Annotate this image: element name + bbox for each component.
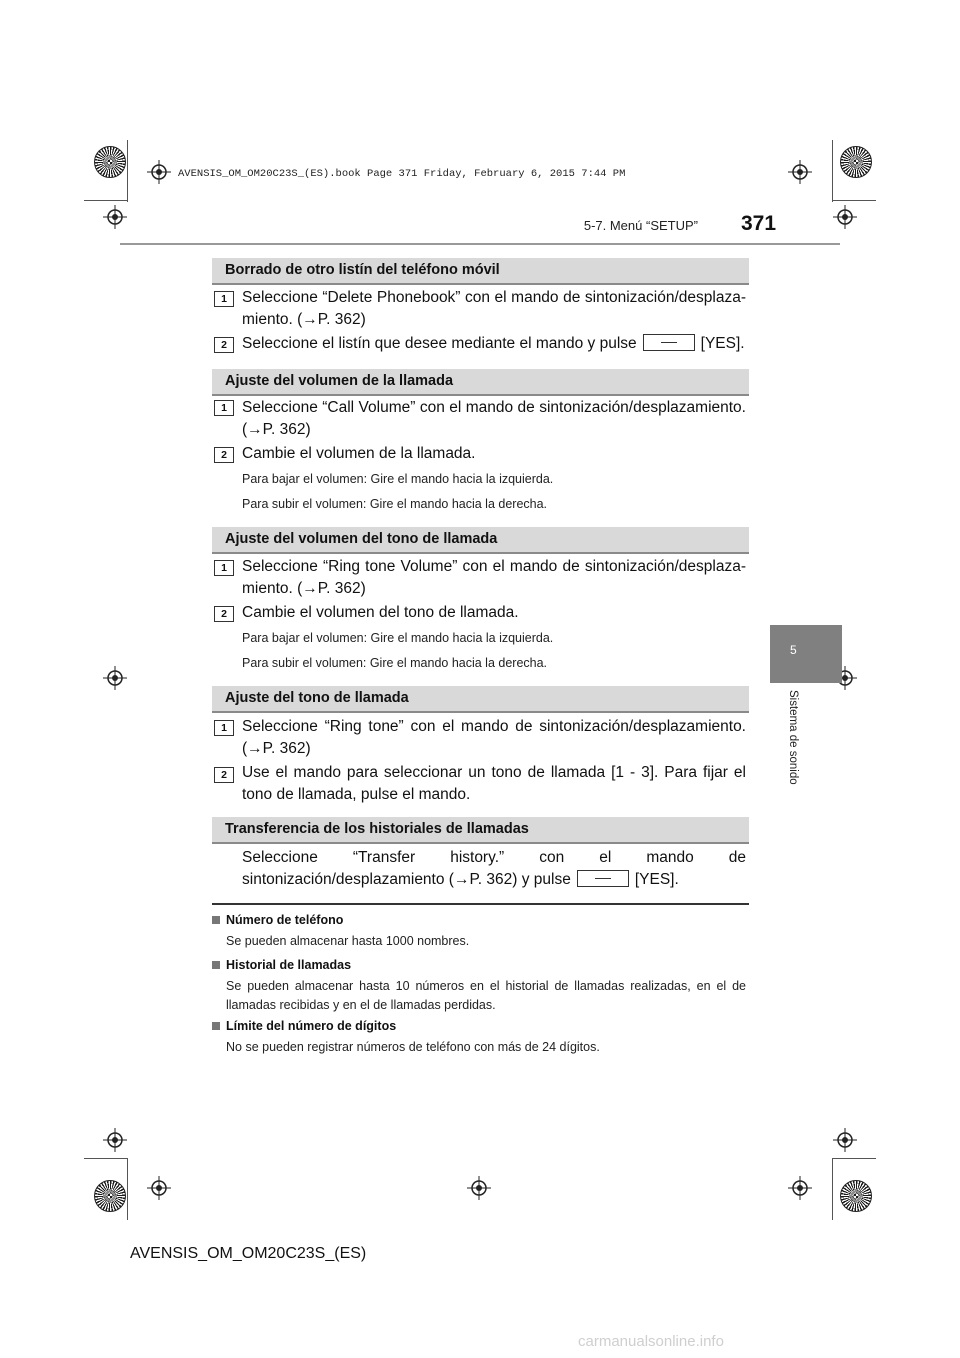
step-text: Cambie el volumen de la llamada. (242, 445, 476, 462)
info-title: Límite del número de dígitos (212, 1019, 396, 1033)
yes-key-icon (643, 334, 695, 351)
footer-code: AVENSIS_OM_OM20C23S_(ES) (130, 1245, 367, 1262)
registration-mark-icon (103, 1128, 127, 1152)
info-body: Se pueden almacenar hasta 10 números en el historial de llamadas realizadas, en el de llamadas recibidas y en el de llamadas perdidas. (226, 979, 746, 1012)
section-heading: Ajuste del volumen de la llamada (212, 369, 749, 396)
section-body (242, 847, 746, 891)
registration-mark-icon (833, 1128, 857, 1152)
section-body-part: Seleccione “Transfer history.” con el mando de sintonización/desplazamiento (→P. 362) y pulse (242, 849, 746, 888)
step-note: Para bajar el volumen: Gire el mando hacia la izquierda. (242, 472, 554, 486)
step-number: 1 (214, 560, 234, 576)
section-label: 5-7. Menú “SETUP” (583, 218, 698, 233)
step-text: Seleccione “Ring tone” con el mando de sintonización/desplazamiento. (→P. 362) (242, 718, 746, 757)
step-text: Seleccione “Delete Phonebook” con el mando de sintonización/desplaza-miento. (→P. 362) (242, 289, 746, 328)
section-body-part: [YES]. (634, 871, 679, 888)
section-heading: Ajuste del volumen del tono de llamada (212, 527, 749, 554)
registration-mark-icon (147, 1176, 171, 1200)
step-note: Para bajar el volumen: Gire el mando hacia la izquierda. (242, 631, 554, 645)
registration-mark-icon (147, 160, 171, 184)
color-target-icon (94, 146, 126, 178)
registration-mark-icon (833, 205, 857, 229)
step-number: 2 (214, 767, 234, 783)
chapter-tab-label: Sistema de sonido (787, 690, 799, 785)
info-divider (212, 903, 749, 905)
book-file-header: AVENSIS_OM_OM20C23S_(ES).book Page 371 Friday, February 6, 2015 7:44 PM (178, 168, 626, 180)
step-number: 2 (214, 337, 234, 353)
step-note: Para subir el volumen: Gire el mando hacia la derecha. (242, 497, 548, 511)
color-target-icon (840, 146, 872, 178)
step-text: Seleccione “Call Volume” con el mando de sintonización/desplazamiento. (→P. 362) (242, 399, 746, 438)
yes-key-icon (577, 870, 629, 887)
info-title: Número de teléfono (212, 913, 343, 927)
registration-mark-icon (788, 160, 812, 184)
registration-mark-icon (103, 666, 127, 690)
registration-mark-icon (788, 1176, 812, 1200)
registration-mark-icon (103, 205, 127, 229)
section-heading: Borrado de otro listín del teléfono móvil (212, 258, 749, 285)
chapter-tab-number: 5 (790, 643, 797, 657)
step-note: Para subir el volumen: Gire el mando hacia la derecha. (242, 656, 548, 670)
color-target-icon (840, 1180, 872, 1212)
info-body: Se pueden almacenar hasta 1000 nombres. (226, 934, 470, 948)
step-text (242, 333, 746, 355)
step-number: 1 (214, 720, 234, 736)
step-text: Seleccione “Ring tone Volume” con el mando de sintonización/desplaza-miento. (→P. 362) (242, 558, 746, 597)
step-number: 2 (214, 447, 234, 463)
info-title: Historial de llamadas (212, 958, 351, 972)
color-target-icon (94, 1180, 126, 1212)
info-body: No se pueden registrar números de teléfono con más de 24 dígitos. (226, 1040, 600, 1054)
page-number: 371 (741, 212, 777, 235)
registration-mark-icon (467, 1176, 491, 1200)
step-text: Use el mando para seleccionar un tono de llamada [1 - 3]. Para fijar el tono de llamada, pulse el mando. (242, 764, 746, 803)
chapter-tab (770, 625, 842, 683)
step-text-part: [YES]. (700, 335, 745, 352)
step-number: 2 (214, 606, 234, 622)
step-text-part: Seleccione el listín que desee mediante el mando y pulse (242, 335, 637, 352)
header-divider (120, 243, 840, 245)
section-heading: Transferencia de los historiales de llamadas (212, 817, 749, 844)
section-heading: Ajuste del tono de llamada (212, 686, 749, 713)
step-text: Cambie el volumen del tono de llamada. (242, 604, 519, 621)
step-number: 1 (214, 400, 234, 416)
watermark: carmanualsonline.info (578, 1333, 724, 1350)
step-number: 1 (214, 291, 234, 307)
